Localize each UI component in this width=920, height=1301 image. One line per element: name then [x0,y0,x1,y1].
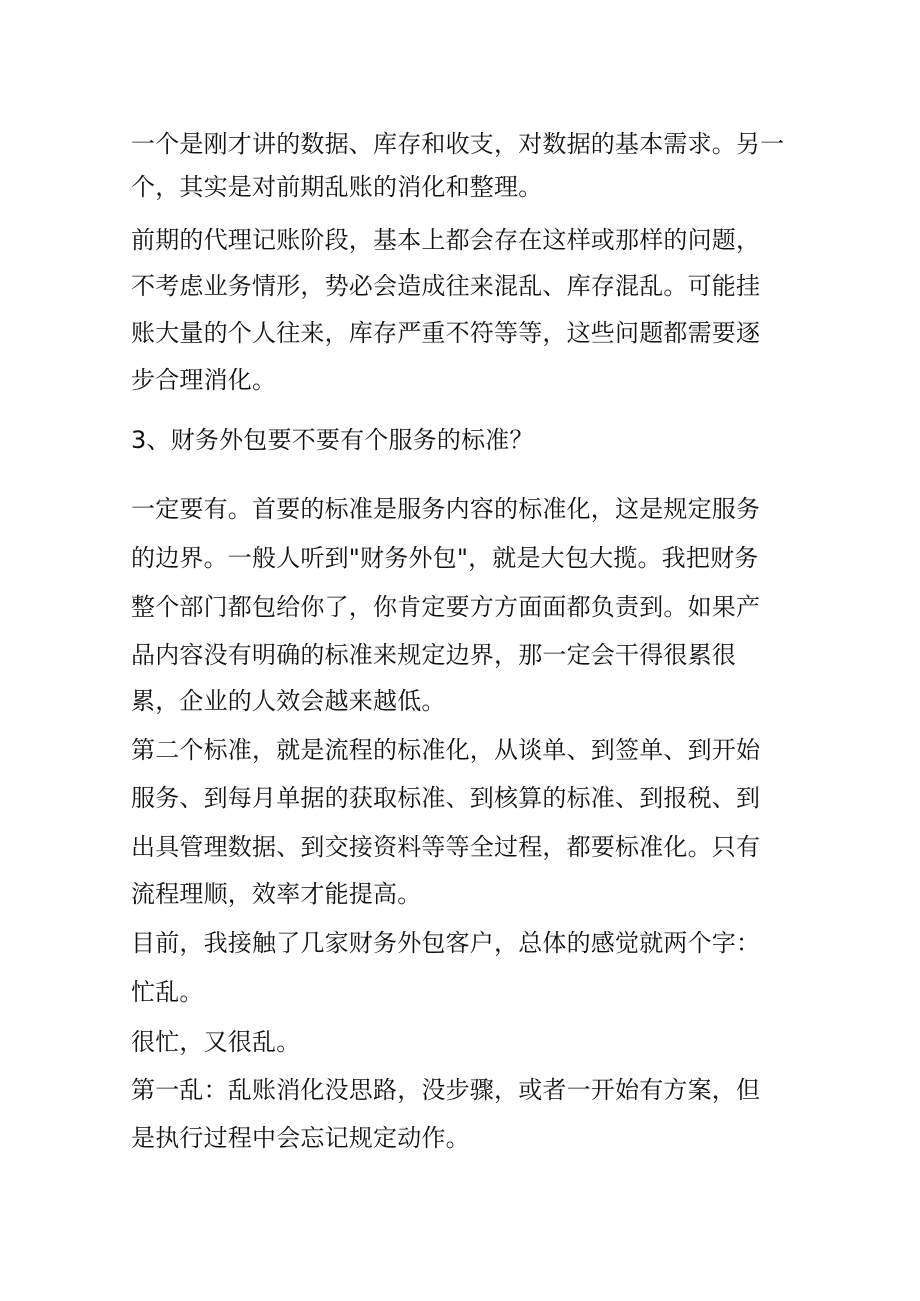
text-line: 前期的代理记账阶段，基本上都会存在这样或那样的问题， [131,226,761,254]
text-line: 的边界。一般人听到"财务外包"，就是大包大揽。我把财务 [131,544,759,572]
text-line: 第一乱：乱账消化没思路，没步骤，或者一开始有方案，但 [131,1076,761,1104]
text-line: 很忙，又很乱。 [131,1028,301,1056]
text-line: 流程理顺，效率才能提高。 [131,880,422,908]
section-heading: 3、财务外包要不要有个服务的标准？ [131,426,534,454]
text-line: 目前，我接触了几家财务外包客户，总体的感觉就两个字： [131,929,761,957]
text-line: 累，企业的人效会越来越低。 [131,687,446,715]
text-line: 忙乱。 [131,978,204,1006]
text-line: 整个部门都包给你了，你肯定要方方面面都负责到。如果产 [131,593,761,621]
text-line: 是执行过程中会忘记规定动作。 [131,1124,470,1152]
text-line: 一定要有。首要的标准是服务内容的标准化，这是规定服务 [131,495,761,523]
text-line: 出具管理数据、到交接资料等等全过程，都要标准化。只有 [131,833,761,861]
text-line: 账大量的个人往来，库存严重不符等等，这些问题都需要逐 [131,319,761,347]
text-line: 服务、到每月单据的获取标准、到核算的标准、到报税、到 [131,784,761,812]
text-line: 第二个标准，就是流程的标准化，从谈单、到签单、到开始 [131,736,761,764]
text-line: 不考虑业务情形，势必会造成往来混乱、库存混乱。可能挂 [131,272,761,300]
text-line: 步合理消化。 [131,366,277,394]
text-line: 品内容没有明确的标准来规定边界，那一定会干得很累很 [131,641,736,669]
text-line: 一个是刚才讲的数据、库存和收支，对数据的基本需求。另一 [131,130,785,158]
text-line: 个，其实是对前期乱账的消化和整理。 [131,173,543,201]
